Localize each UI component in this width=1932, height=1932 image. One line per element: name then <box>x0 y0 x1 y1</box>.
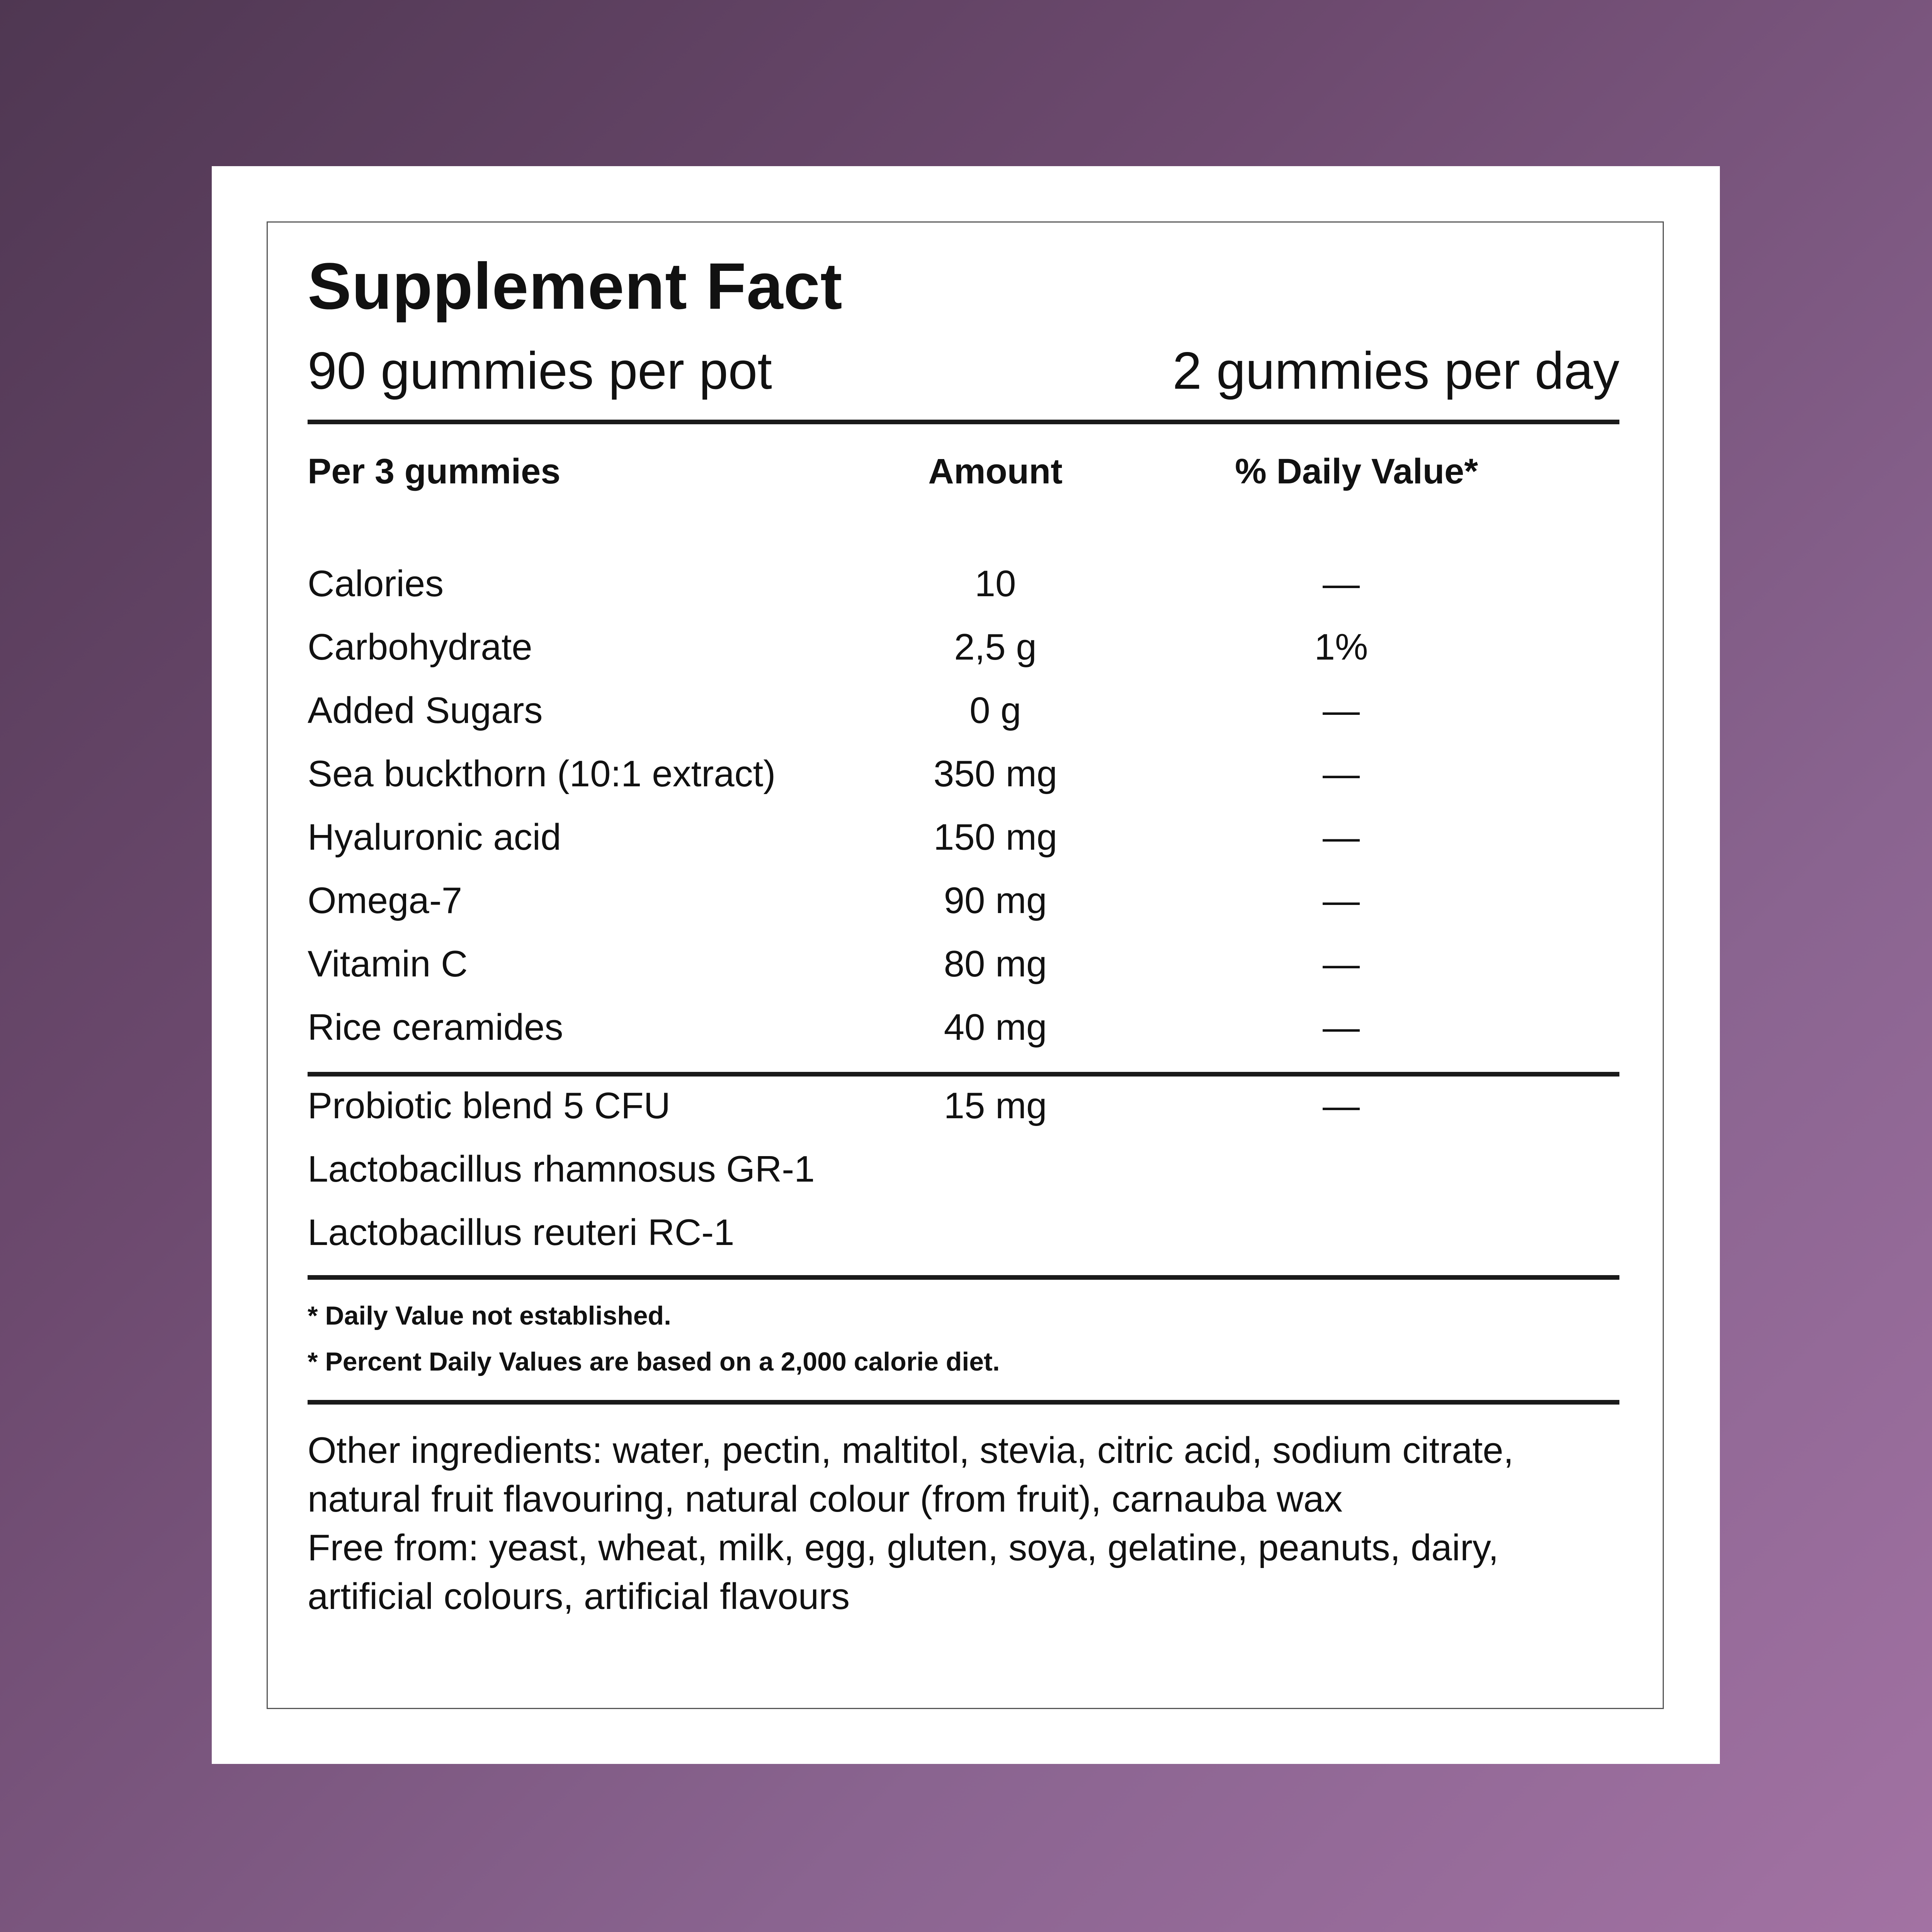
serving-per-day: 2 gummies per day <box>1172 341 1619 400</box>
divider-top <box>308 420 1619 424</box>
nutrient-row <box>308 882 1619 929</box>
nutrient-daily-value: — <box>1323 563 1360 604</box>
other-ingredients: Other ingredients: water, pectin, maltitol, stevia, citric acid, sodium citrate, natural fruit flavouring, natural colour (from fruit), carnauba wax <box>308 1430 1514 1520</box>
nutrient-amount: 10 <box>975 563 1016 604</box>
nutrient-daily-value: — <box>1323 816 1360 858</box>
probiotic-name: Probiotic blend 5 CFU <box>308 1085 671 1126</box>
nutrient-amount: 40 mg <box>944 1007 1047 1048</box>
nutrient-daily-value: — <box>1323 690 1360 731</box>
footnote-daily-value: * Daily Value not established. <box>308 1301 671 1330</box>
divider-probiotic <box>308 1072 1619 1077</box>
nutrient-row <box>308 626 1619 675</box>
nutrient-amount: 350 mg <box>933 753 1058 794</box>
header-serving: Per 3 gummies <box>308 452 561 491</box>
nutrient-row <box>308 755 1619 802</box>
probiotic-row <box>308 1087 1619 1134</box>
probiotic-daily-value: — <box>1323 1085 1360 1126</box>
nutrient-daily-value: — <box>1323 943 1360 985</box>
nutrient-name: Vitamin C <box>308 943 468 985</box>
nutrient-name: Carbohydrate <box>308 626 532 668</box>
nutrient-daily-value: — <box>1323 880 1360 921</box>
nutrient-amount: 150 mg <box>933 816 1058 858</box>
divider-ingredients <box>308 1400 1619 1405</box>
nutrient-row <box>308 565 1619 612</box>
nutrient-daily-value: 1% <box>1314 626 1368 668</box>
nutrient-row <box>308 943 1619 992</box>
nutrient-amount: 90 mg <box>944 880 1047 921</box>
probiotic-strain-row <box>308 1148 1619 1197</box>
nutrient-amount: 80 mg <box>944 943 1047 985</box>
divider-notes <box>308 1275 1619 1280</box>
ingredients-section <box>308 1426 1619 1621</box>
nutrient-name: Rice ceramides <box>308 1007 563 1048</box>
header-daily-value: % Daily Value* <box>1235 452 1478 491</box>
nutrient-amount: 0 g <box>969 690 1021 731</box>
supplement-facts-panel <box>267 221 1664 1709</box>
label-card <box>212 166 1720 1764</box>
nutrient-row <box>308 692 1619 738</box>
nutrient-amount: 2,5 g <box>954 626 1037 668</box>
probiotic-strain: Lactobacillus rhamnosus GR-1 <box>308 1148 815 1190</box>
nutrient-daily-value: — <box>1323 1007 1360 1048</box>
nutrient-name: Sea buckthorn (10:1 extract) <box>308 753 776 794</box>
nutrient-row <box>308 1009 1619 1055</box>
free-from: Free from: yeast, wheat, milk, egg, gluten, soya, gelatine, peanuts, dairy, artificial colours, artificial flavours <box>308 1527 1499 1617</box>
nutrient-name: Calories <box>308 563 444 604</box>
probiotic-strain: Lactobacillus reuteri RC-1 <box>308 1212 735 1253</box>
nutrient-row <box>308 816 1619 865</box>
probiotic-amount: 15 mg <box>944 1085 1047 1126</box>
nutrient-name: Omega-7 <box>308 880 463 921</box>
servings-per-pot: 90 gummies per pot <box>308 341 772 400</box>
nutrient-name: Hyaluronic acid <box>308 816 561 858</box>
nutrient-daily-value: — <box>1323 753 1360 794</box>
probiotic-strain-row <box>308 1214 1619 1260</box>
nutrient-name: Added Sugars <box>308 690 543 731</box>
header-amount: Amount <box>928 452 1063 491</box>
footnote-percent-daily: * Percent Daily Values are based on a 2,000 calorie diet. <box>308 1347 1000 1376</box>
panel-title: Supplement Fact <box>308 250 843 323</box>
